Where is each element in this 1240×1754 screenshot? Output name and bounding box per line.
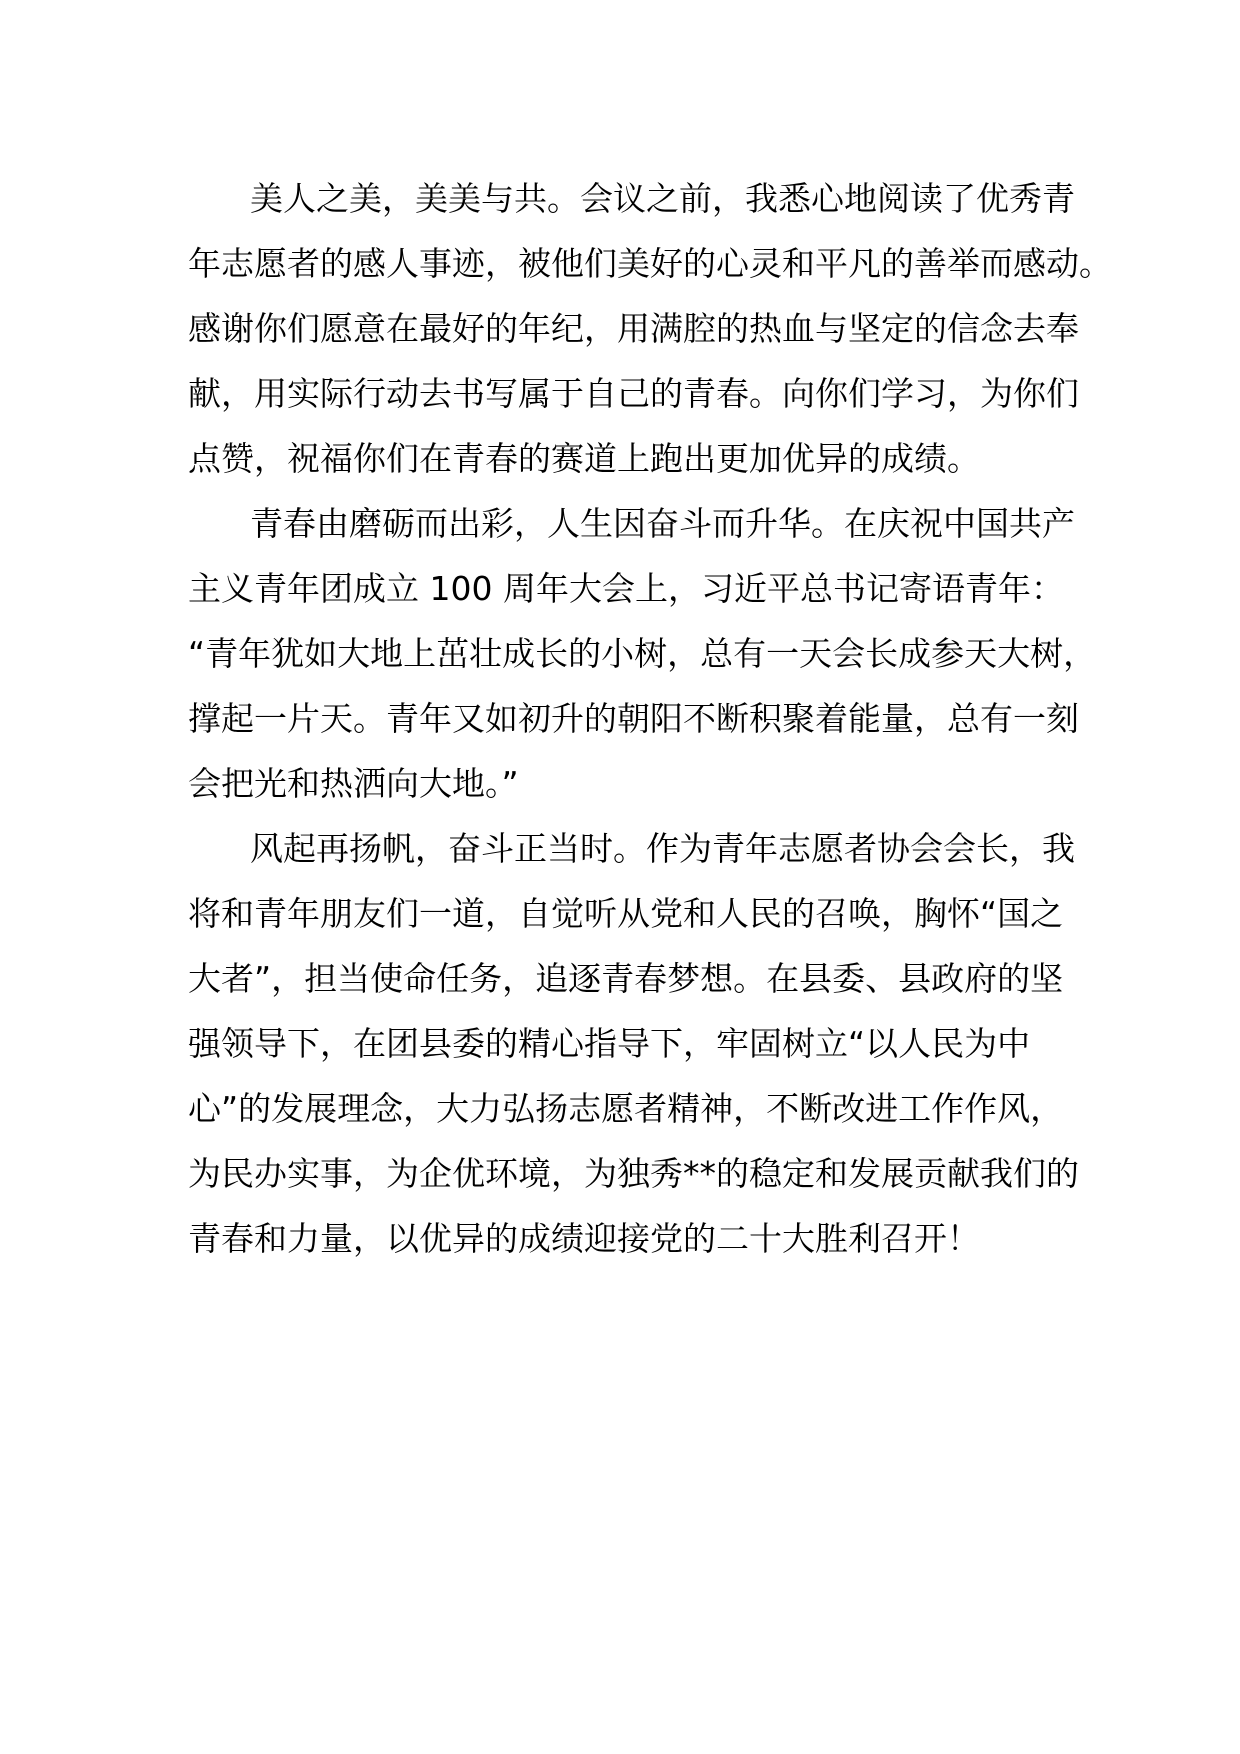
text-line: 感谢你们愿意在最好的年纪，用满腔的热血与坚定的信念去奉	[188, 309, 1079, 348]
text-line: 撑起一片天。青年又如初升的朝阳不断积聚着能量，总有一刻	[188, 699, 1079, 738]
text-line: 献，用实际行动去书写属于自己的青春。向你们学习，为你们	[188, 374, 1079, 413]
text-line: 点赞，祝福你们在青春的赛道上跑出更加优异的成绩。	[188, 439, 980, 478]
text-line: 将和青年朋友们一道，自觉听从党和人民的召唤，胸怀“国之	[188, 894, 1064, 933]
text-line: 强领导下，在团县委的精心指导下，牢固树立“以人民为中	[188, 1024, 1031, 1063]
text-line: 风起再扬帆，奋斗正当时。作为青年志愿者协会会长，我	[250, 829, 1075, 868]
text-line: 年志愿者的感人事迹，被他们美好的心灵和平凡的善举而感动。	[188, 244, 1112, 283]
paragraph-2	[188, 491, 1097, 816]
body-text	[188, 166, 1112, 1271]
text-line: 美人之美，美美与共。会议之前，我悉心地阅读了优秀青	[250, 179, 1075, 218]
paragraph-1	[188, 166, 1112, 491]
text-line: 主义青年团成立 100 周年大会上，习近平总书记寄语青年：	[188, 569, 1064, 608]
paragraph-3	[188, 816, 1079, 1271]
text-line: 青春由磨砺而出彩，人生因奋斗而升华。在庆祝中国共产	[250, 504, 1075, 543]
text-line: 心”的发展理念，大力弘扬志愿者精神，不断改进工作作风，	[188, 1089, 1064, 1128]
text-line: “青年犹如大地上茁壮成长的小树，总有一天会长成参天大树，	[188, 634, 1097, 673]
text-line: 为民办实事，为企优环境，为独秀**的稳定和发展贡献我们的	[188, 1154, 1079, 1193]
text-line: 会把光和热洒向大地。”	[188, 764, 519, 803]
text-line: 青春和力量，以优异的成绩迎接党的二十大胜利召开！	[188, 1219, 980, 1258]
text-line: 大者”，担当使命任务，追逐青春梦想。在县委、县政府的坚	[188, 959, 1064, 998]
